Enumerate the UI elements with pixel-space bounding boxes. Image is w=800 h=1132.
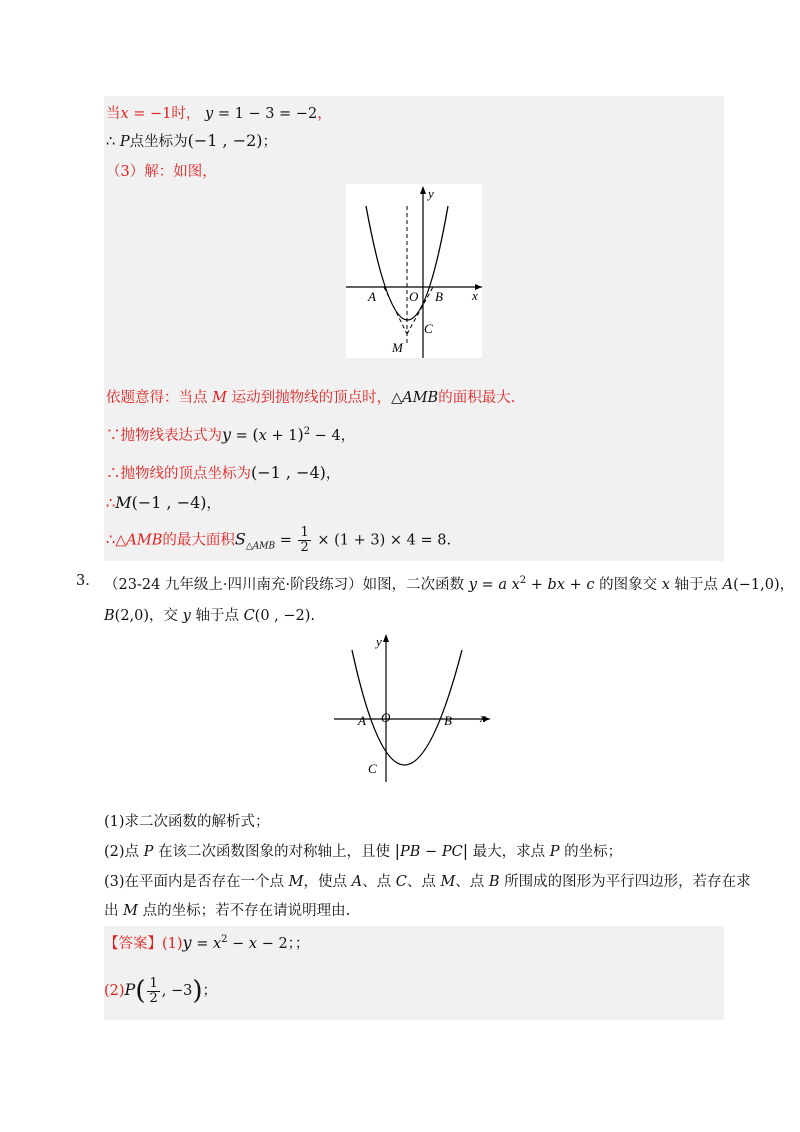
- question-3-sub3-line1: (3)在平面内是否存在一个点 M，使点 A、点 C、点 M、点 B 所围成的图形为平行四边形，若存在求: [104, 874, 751, 890]
- label-y: y: [428, 186, 434, 201]
- question-number: 3.: [76, 573, 90, 589]
- answer-line-part3-intro: （3）解：如图，: [106, 164, 217, 180]
- answer-line-p-coord: ∴ P点坐标为(−1 , −2)；: [106, 131, 278, 150]
- question-3-line2: B(2,0)，交 y 轴于点 C(0 , −2).: [104, 608, 316, 624]
- label-x: x: [480, 710, 486, 725]
- answer-1: 【答案】$(1)y = x^2 - x - 2$；；: [104, 933, 310, 952]
- question-3-sub2: (2)点 P 在该二次函数图象的对称轴上，且使 |PB − PC| 最大，求点 P 的坐标；: [104, 841, 623, 860]
- label-c: C: [424, 321, 433, 336]
- answer-tag: 【答案】: [104, 936, 162, 952]
- label-b: B: [435, 289, 443, 304]
- answer-2: (2)P( $\frac{1}{2}$ , −3)；: [104, 975, 217, 1006]
- label-b: B: [444, 713, 452, 728]
- question-3-line1: （23-24 九年级上·四川南充·阶段练习）如图，二次函数 y = a $x^2$ + bx + c 的图象交 x 轴于点 A(−1,0)，: [104, 575, 795, 593]
- label-y: y: [376, 634, 382, 649]
- answer-line-m-coord: ∴M(−1 , −4)，: [106, 493, 222, 512]
- figure-parabola-question: [334, 632, 490, 782]
- label-a: A: [358, 713, 366, 728]
- label-m: M: [392, 340, 403, 355]
- parabola-curve: [352, 650, 462, 765]
- answer-line-vertex: ∴抛物线的顶点坐标为(−1 , −4)，: [106, 463, 341, 482]
- answer-line-max-area-condition: 依题意得：当点 M 运动到抛物线的顶点时，△AMB的面积最大.: [106, 390, 516, 406]
- answer-line-expression: ∵抛物线表达式为$y = (x + 1)^2 - 4$，: [106, 425, 356, 444]
- question-3-sub3-line2: 出 M 点的坐标；若不存在请说明理由.: [104, 903, 351, 919]
- y-axis-arrow: [420, 186, 426, 194]
- answer-line-max-area: ∴△AMB的最大面积$S_{\triangle AMB}$ = $\frac{1}{2}$ × (1 + 3) × 4 = 8.: [106, 525, 452, 555]
- y-axis-arrow: [383, 634, 389, 642]
- label-o: O: [409, 289, 419, 304]
- question-3-sub1: (1)求二次函数的解析式；: [104, 814, 270, 830]
- label-x: x: [472, 288, 478, 303]
- figure-parabola-with-triangle: [346, 184, 482, 358]
- label-o: O: [381, 710, 391, 725]
- label-c: C: [368, 761, 377, 776]
- label-a: A: [368, 289, 376, 304]
- answer-line-x-eq-neg1: 当x = −1时， y = 1 − 3 = −2，: [106, 106, 332, 122]
